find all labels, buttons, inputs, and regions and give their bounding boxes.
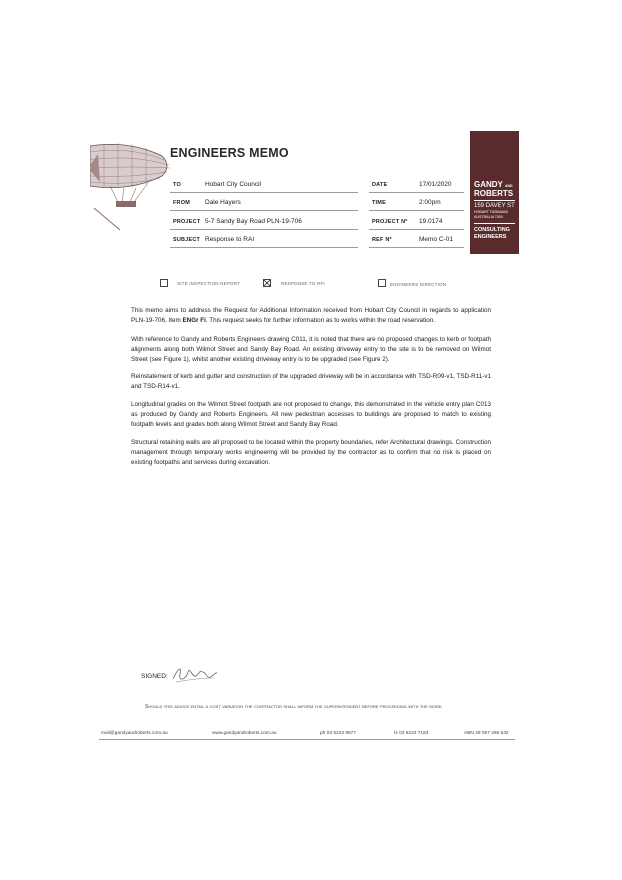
checkbox-site-inspection[interactable] [160,279,168,287]
to-label: TO [173,182,181,188]
ref-value: Memo C-01 [419,236,453,243]
time-value: 2:00pm [419,199,441,206]
project-row [170,217,358,230]
footer-phone: ph 03 6223 8877 [320,731,357,736]
time-row [369,198,464,211]
from-row [170,198,358,211]
from-label: FROM [173,200,190,206]
body-paragraph-5: Structural retaining walls are all proposed to be located within the property boundaries, refer Architectural drawings. Construction management through temporary works engineering will be provided by the contractor as to confirm that no risk is placed on existing footpaths and services during excavation. [131,439,491,466]
body-paragraph-4: Longitudinal grades on the Wilmot Street footpath are not proposed to change, this demonstrated in the vehicle entry plan C013 as produced by Gandy and Roberts Engineers. All new pedestrian accesses to buildings are proposed to match to existing footpath levels and grades both along Wilmot Street and Sandy Bay Road. [131,401,491,428]
body-paragraph-2: With reference to Gandy and Roberts Engineers drawing C011, it is noted that there are no proposed changes to kerb or footpath alignments along both Wilmot Street and Sandy Bay Road. An existing driveway entry to the site is to be removed on Wilmot Street (see Figure 1), whilst another existing driveway entry is to be upgraded (see Figure 2). [131,336,491,363]
ref-row [369,235,464,248]
footer-website[interactable]: www.gandyandroberts.com.au [212,731,277,736]
footer-divider [99,739,515,740]
subject-value: Response to RAI [205,236,255,243]
memo-title: ENGINEERS MEMO [170,146,289,160]
airship-illustration [90,138,170,238]
brand-name-line2: ROBERTS [474,189,514,198]
project-number-value: 19.0174 [419,218,443,225]
body-paragraph-1: This memo aims to address the Request for Additional Information received from Hobart City Council in regards to application PLN-19-706, Item ENGr Fi. This request seeks for further information as to works within the road reservation. [131,307,491,324]
time-label: TIME [372,200,386,206]
checkbox-engineers-direction-label: ENGINEERS DIRECTION [390,282,447,287]
date-label: DATE [372,182,388,188]
subject-row [170,235,358,248]
subject-label: SUBJECT [173,237,201,243]
brand-logo-block [470,131,519,254]
project-number-row [369,217,464,230]
footer-email[interactable]: mail@gandyandroberts.com.au [101,731,168,736]
brand-address-city: HOBART TASMANIA [474,210,508,214]
project-value: 5-7 Sandy Bay Road PLN-19-706 [205,218,302,225]
checkbox-engineers-direction[interactable] [378,279,386,287]
to-row [170,180,358,193]
footer-abn: ABN 29 057 268 532 [464,731,509,736]
checkbox-site-inspection-label: SITE INSPECTION REPORT [177,281,241,286]
brand-name-line1: GANDY AND [474,180,513,189]
signed-label: SIGNED: [141,673,168,680]
brand-address-country: AUSTRALIA 7000 [474,215,503,219]
checkbox-response-rfi-label: RESPONSE TO RFI [281,281,325,286]
date-row [369,180,464,193]
handwritten-signature [170,664,218,686]
brand-tagline-1: CONSULTING [474,227,510,233]
checkbox-response-rfi[interactable] [263,279,271,287]
date-value: 17/01/2020 [419,181,452,188]
ref-label: REF Nº [372,237,392,243]
from-value: Dale Hayers [205,199,241,206]
footer-fax: fx 03 6223 7183 [394,731,429,736]
project-number-label: PROJECT Nº [372,219,408,225]
body-paragraph-3: Reinstatement of kerb and gutter and construction of the upgraded driveway will be in accordance with TSD-R09-v1, TSD-R11-v1 and TSD-R14-v1. [131,373,491,390]
brand-address-street: 159 DAVEY ST [474,203,515,209]
brand-tagline-2: ENGINEERS [474,234,507,240]
checkmark-x-icon [264,280,270,286]
project-label: PROJECT [173,219,201,225]
to-value: Hobart City Council [205,181,261,188]
advice-note: Should this advice entail a cost variation the contractor shall inform the superintendent before proceeding with the work [145,704,442,710]
